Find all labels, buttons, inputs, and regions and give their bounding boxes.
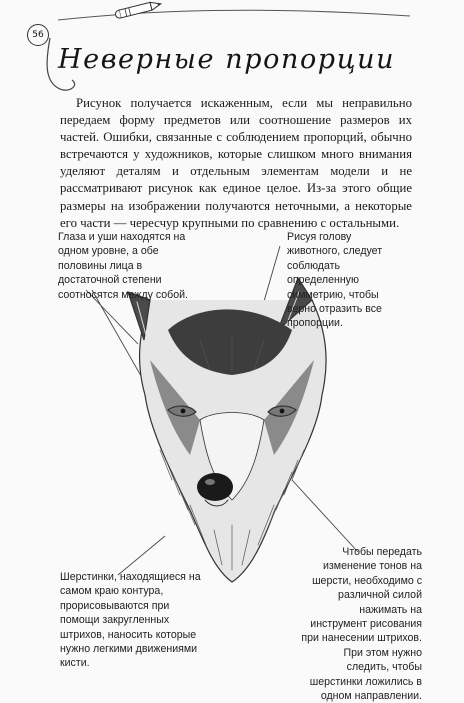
- callout-eyes-ears: Глаза и уши находятся на одном уровне, а обе половины лица в достаточной степени соотносятся между собой.: [58, 231, 188, 301]
- page-title: Неверные пропорции: [58, 44, 396, 75]
- page-number-badge: 56: [27, 24, 49, 46]
- intro-paragraph: Рисунок получается искаженным, если мы неправильно передаем форму предметов или соотношение размеров их частей. Ошибки, связанные с соблюдением пропорций, обычно встречаются у художников, которые слишком много внимания уделяют деталям и отдельным элементам модели и не рассматривают рисунок как единое целое. Из-за этого общие размеры на изображении получаются неточными, а некоторые его части — чересчур крупными по сравнению с остальными.: [60, 96, 412, 230]
- callout-line-tones: [292, 480, 358, 552]
- nose: [197, 473, 233, 501]
- callout-fur-tones: Чтобы передать изменение тонов на шерсти, необходимо с различной силой нажимать на инструмент рисования при нанесении штрихов. При этом нужно следить, чтобы шерстинки ложились в одном направлении.: [301, 546, 422, 703]
- callout-edge-fur: Шерстинки, находящиеся на самом краю контура, прорисовываются при помощи закругленных штрихов, наносить которые нужно легкими движениями кисти.: [60, 571, 201, 670]
- callout-symmetry: Рисуя голову животного, следует соблюдать определенную симметрию, чтобы верно отразить все пропорции.: [287, 231, 383, 330]
